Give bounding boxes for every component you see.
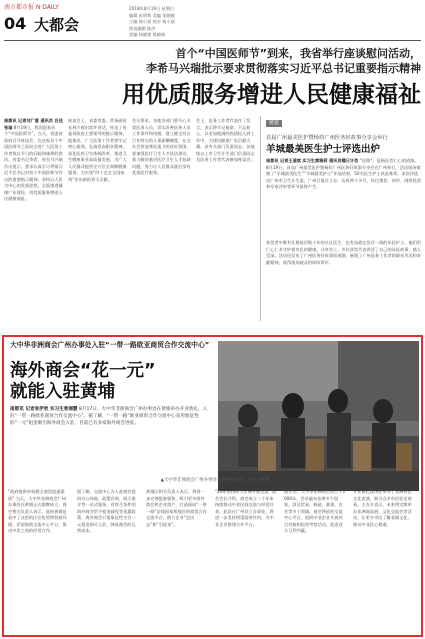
feature-column-text: 据了解，交流中心为入驻商会提供办公场地、政策咨询、展示推介等一站式服务，对符合条件的海外商会给予租金减免等优惠政策，海外商会只需象征性支付一元租金即可入驻，降低商会的运营成本。 <box>77 489 136 533</box>
meta-line: 美编 林晓俊 陈晓萌 <box>129 32 166 37</box>
feature-column-2 <box>77 489 139 633</box>
lead-column-text: 座谈会上，省委常委、常务副省长林少春出席并讲话，传达了省委省政府主要领导的批示精神。他指出，广大医务工作者要牢记初心使命，弘扬崇高职业精神，深化医药卫生体制改革，推进卫生健康事业高质量发展，为广大人民群众提供全方位全周期健康服务，为实现“四个走在全国前列”作出新的更大贡献。 <box>68 118 127 182</box>
lead-column-text: 8月19日，我国迎来首个“中国医师节”。当天，省委省政府召开座谈会，在庆祝首个中国医师节之际向全省广大医务工作者致以节日的问候和诚挚的慰问。省委书记李希、省长马兴瑞作出批示，要求认真学习贯彻习近平总书记对首个中国医师节作出的重要指示精神，坚持以人民为中心的发展思想，全面推进健康广东建设，用优质服务增进人民健康福祉。 <box>4 124 63 201</box>
feature-lead-text: 8月17日，大中华非洲商会广州办事处在黄埔举办开业典礼，入驻“一带一路欧亚商贸合作交流中心”。据了解，“一带一路”欧亚商贸合作交流中心采用象征性的“一元”租金吸引海外商会入驻，目前已有多家海外商会进驻。 <box>10 407 208 426</box>
lead-subtitle-2: 李希马兴瑞批示要求贯彻落实习近平总书记重要指示精神 <box>146 62 421 75</box>
page-number: 04 <box>4 14 27 33</box>
feature-photo <box>218 341 419 491</box>
link-tag: 链接 <box>266 120 282 127</box>
lead-byline: 南都讯 记者刘广喜 通讯员 吕佳 张瑜 <box>4 118 63 130</box>
feature-column-3 <box>146 489 208 633</box>
feature-lead <box>10 407 210 427</box>
brand-logo: 南方都市报 N·DAILY <box>4 4 59 11</box>
editor-credits <box>129 6 175 39</box>
drummers-photo-illustration <box>218 341 419 491</box>
page-header <box>4 2 421 40</box>
feature-headline <box>10 361 215 403</box>
lead-column-1 <box>4 118 64 330</box>
feature-column-text: 黄埔区相关负责人表示，将进一步完善配套服务，吸引更多海外商会和企业落户，打造面向“一带一路”沿线国家和地区的商贸合作交流平台，助力企业“走出去”和“引进来”。 <box>146 489 207 527</box>
feature-column-text: 据介绍，大中华非洲商会成立于2000年，会员遍布非洲多个国家，涉及贸易、制造、基建、农业等多个领域。商会将依托交流中心平台，组织中非企业开展项目对接和投资考察活动，促进双方互利共赢。 <box>284 489 346 533</box>
feature-column-text: 开业典礼现场还举办了非洲特色文化表演，吸引众多市民驻足观看。主办方表示，未来将定期举办非洲商品展、文化交流会等活动，让更多市民了解非洲文化，推动中非民心相通。 <box>353 489 412 527</box>
related-column-text: “医路”，是指医者仁心的道路。8月19日，首届广州最美医护暨杨幼广州医务好故事分享会在广州举行，活动现场揭晓了“羊城最美医生”“羊城最美护士”评选结果，50名医生护士获此殊荣。本次评选由广州市卫生计生委、广州日报社主办，历时两个多月，经过推荐、初评、网络投票和专家评审等环节最终产生。 <box>266 158 421 189</box>
meta-line: 图表编辑 陈洪 <box>129 25 156 31</box>
feature-headline-line: 就能入驻黄埔 <box>10 382 115 402</box>
feature-column-5 <box>284 489 346 633</box>
feature-column-text: “20年来持续与非洲开展交流” 商会会长介绍，商会成立二十年来持续推动中非民间交流与经贸往来，此次在广州设立办事处，将进一步发挥桥梁纽带作用，为中非企业搭建合作平台。 <box>215 489 277 527</box>
feature-column-4 <box>215 489 277 633</box>
related-byline: 南都讯 记者王道斌 实习生黄雅莉 通讯员曝日计咨 <box>266 158 359 163</box>
lead-column-3 <box>132 118 192 330</box>
section-title: 大都会 <box>34 16 80 34</box>
lead-column-2 <box>68 118 128 330</box>
lead-headline: 用优质服务增进人民健康福祉 <box>122 82 421 108</box>
feature-column-text: “政府提供补贴健全商贸流通渠道” 当天，大中华非洲商会广州办事处在黄埔正式揭牌成立。商会相关负责人表示，选择黄埔是看中了这里的区位优势和营商环境，希望借助交流中心平台，推动中非之间的经贸合作。 <box>8 489 67 533</box>
header-rule <box>4 40 421 41</box>
feature-kicker: 大中华非洲商会广州办事处入驻“一带一路欧亚商贸合作交流中心” <box>10 341 210 349</box>
related-column-2 <box>266 240 421 320</box>
lead-subtitle-1: 首个“中国医师节”到来，我省举行座谈慰问活动， <box>175 47 421 60</box>
meta-line: 编辑 彭明隽 美编 邹媛媛 <box>129 12 175 18</box>
related-subtitle: 首届广州最美医护暨杨幼广州医务好故事分享会举行 <box>266 135 388 141</box>
photo-caption: ▲大中华非洲商会广州办事处开业典礼现场。主办方供图 <box>160 478 270 483</box>
meta-line: 主编 杨小丽 校对 杨小丽 <box>129 19 175 24</box>
meta-line: 2018年8月19日 星期日 <box>129 6 175 11</box>
lead-column-4 <box>196 118 256 330</box>
feature-article-frame <box>2 335 423 637</box>
feature-headline-line: 海外商会“花一元” <box>10 361 156 381</box>
related-column-text: 获奖者中既有扎根基层数十年的社区医生，也有奋战在急诊一线的年轻护士，他们用仁心仁术守护着市民的健康。分享会上，多位获奖代表讲述了自己的从医故事，感人至深。活动还发布了广州医务好故事短视频，展现了广州医务工作者的职业风采和奉献精神，获得现场观众的阵阵掌声。 <box>266 240 421 265</box>
feature-column-6 <box>353 489 415 633</box>
lead-column-text: 会上，医务工作者代表作了发言，表示将牢记使命，不忘初心，以更加饱满的热情投入到工作中，为建设健康广东贡献力量。省有关部门负责同志、各地级以上市卫生计生部门负责同志及医务工作者代表参加座谈会。 <box>196 118 255 162</box>
lead-column-text: 会议要求，各地各部门要关心关爱医务人员，切实改善医务人员工作条件和待遇，建立健全符合行业特点的人事薪酬制度，在全社会营造尊医重卫的良好氛围。要加强医疗卫生人才队伍建设，着力解决基层医疗卫生人才短缺问题，努力让人民群众就近享有优质医疗服务。 <box>132 118 191 175</box>
related-column-1 <box>266 158 421 238</box>
related-headline: 羊城最美医生护士评选出炉 <box>266 144 381 155</box>
feature-byline: 南都讯 记者张伊欣 实习生曾湘慧 <box>10 407 78 412</box>
feature-column-1 <box>8 489 70 633</box>
